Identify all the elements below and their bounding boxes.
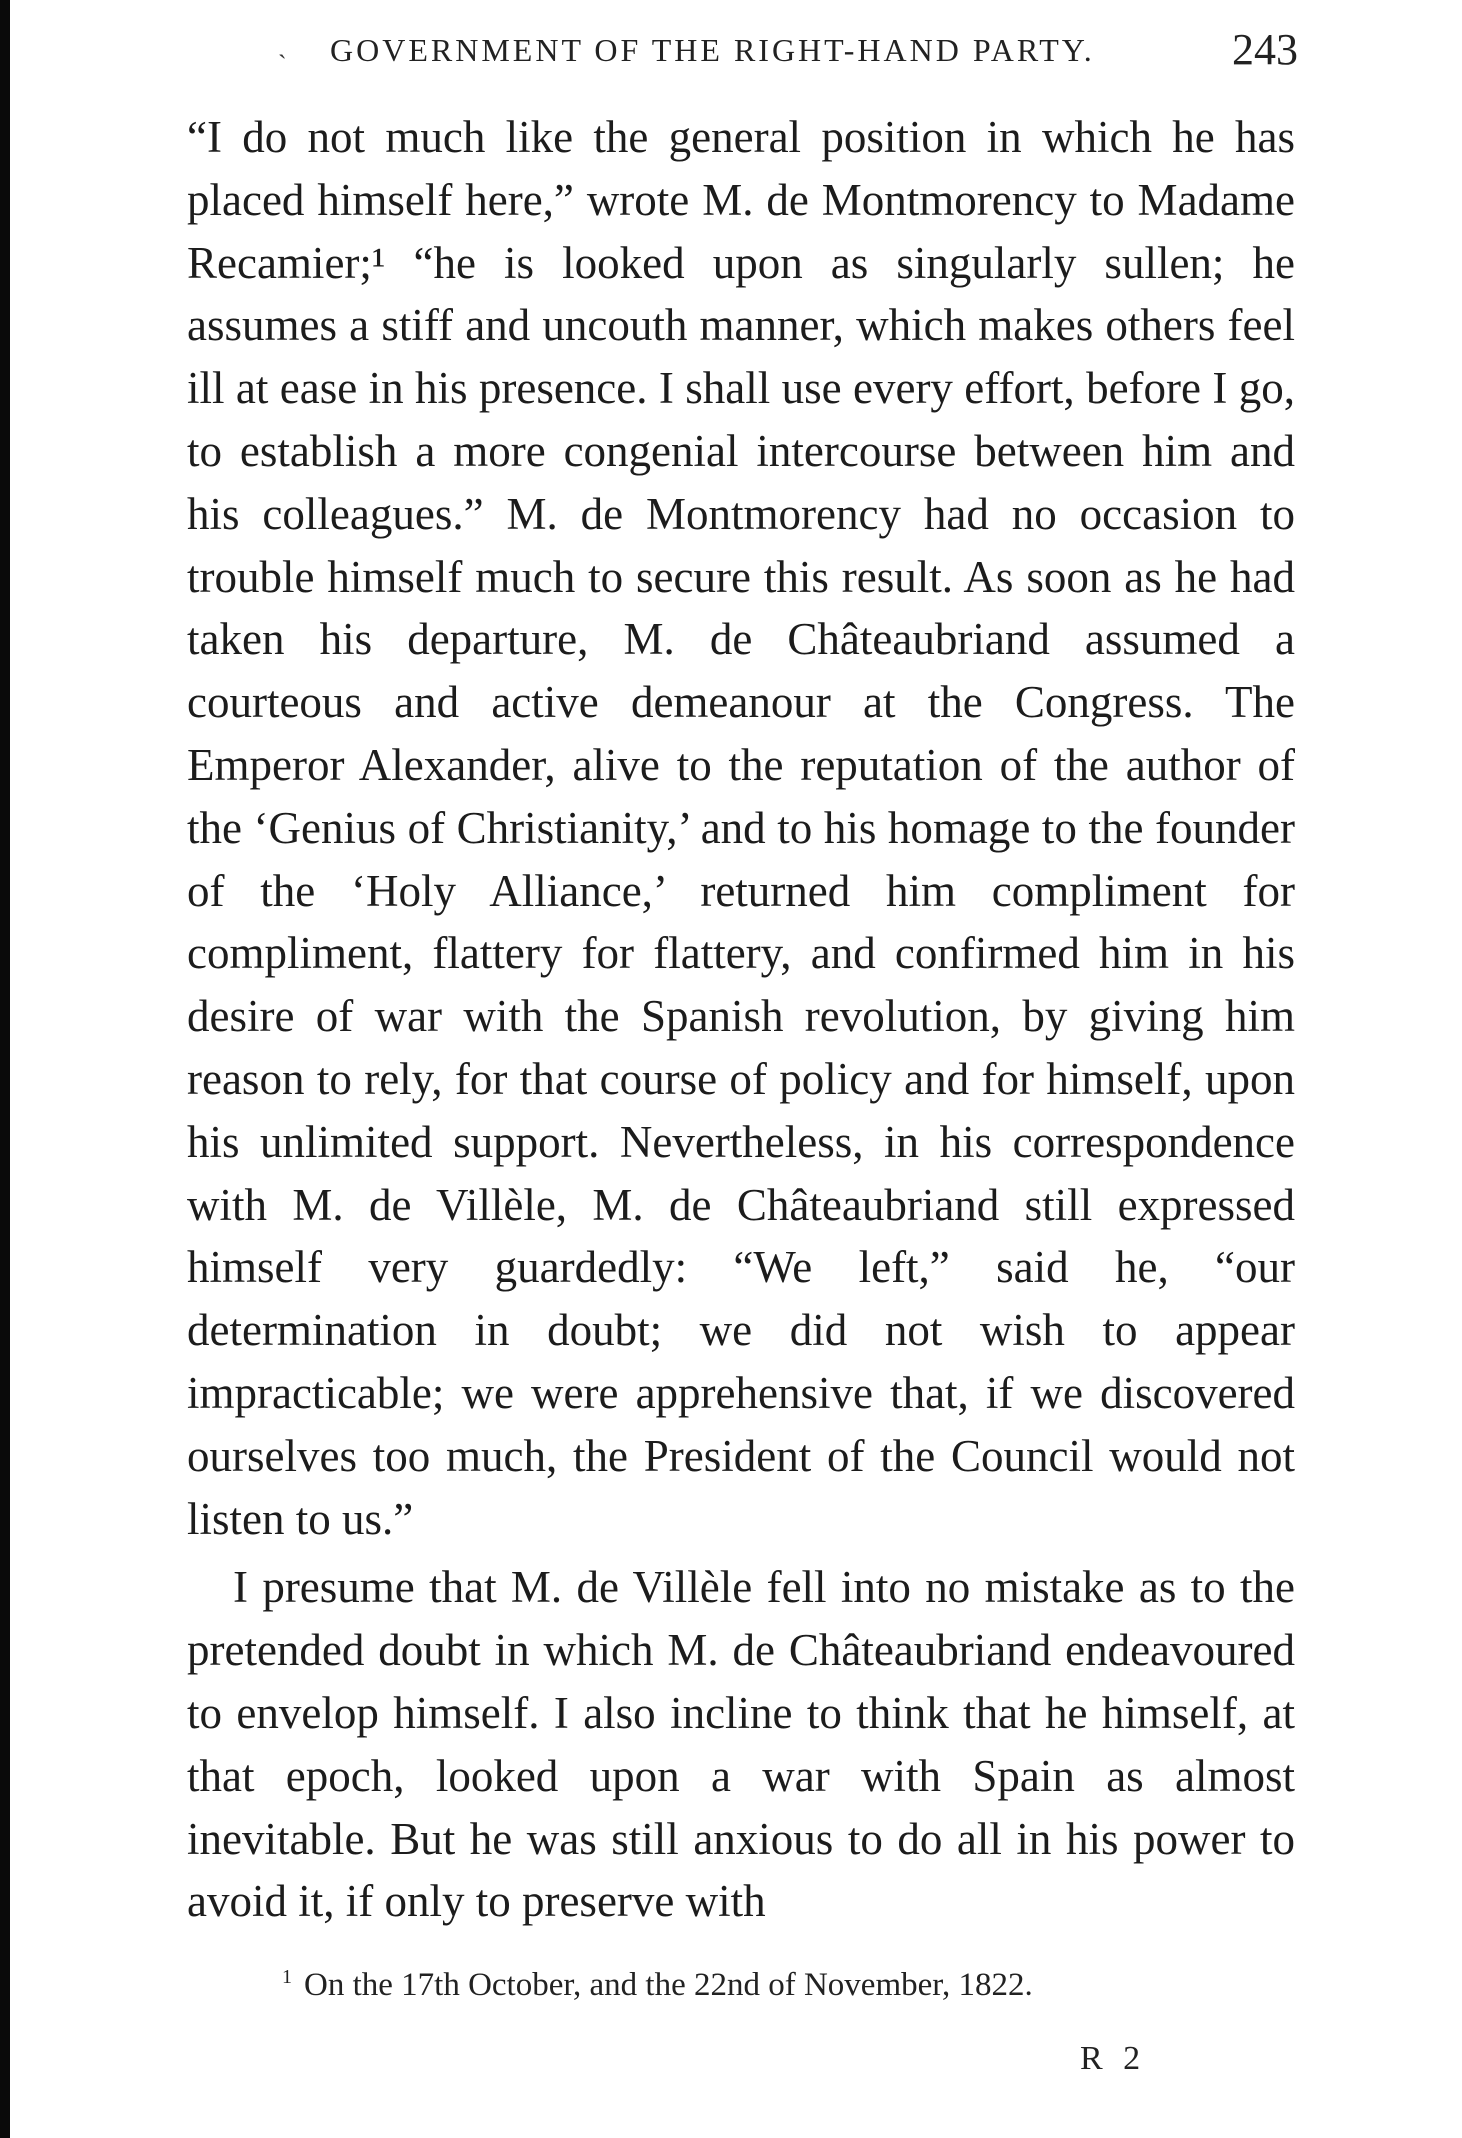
footnote — [282, 1966, 1033, 2004]
tick-mark: ˏ — [278, 30, 287, 60]
scan-edge — [0, 0, 10, 2138]
paragraph-1: “I do not much like the general position in which he has placed himself here,” wrote M. de Montmorency to Madame Recamier;¹ “he is looked upon as singularly sullen; he assumes a stiff and uncouth manner, which makes others feel ill at ease in his presence. I shall use every effort, before I go, to establish a more congenial intercourse between him and his colleagues.” M. de Montmorency had no occasion to trouble himself much to secure this result. As soon as he had taken his departure, M. de Châteaubriand assumed a courteous and active demeanour at the Congress. The Emperor Alexander, alive to the reputation of the author of the ‘Genius of Christianity,’ and to his homage to the founder of the ‘Holy Alliance,’ returned him compliment for compliment, flattery for flattery, and confirmed him in his desire of war with the Spanish revolution, by giving him reason to rely, for that course of policy and for himself, upon his unlimited support. Nevertheless, in his correspondence with M. de Villèle, M. de Châteaubriand still expressed himself very guardedly: “We left,” said he, “our determination in doubt; we did not wish to appear impracticable; we were apprehensive that, if we discovered ourselves too much, the President of the Council would not listen to us.” — [187, 112, 1295, 1544]
footnote-text: On the 17th October, and the 22nd of November, 1822. — [304, 1967, 1033, 2003]
signature-mark: R 2 — [1080, 2040, 1147, 2077]
body-text — [187, 106, 1295, 1933]
footnote-marker: 1 — [282, 1966, 292, 1988]
page-header — [180, 22, 1300, 92]
running-head: GOVERNMENT OF THE RIGHT-HAND PARTY. — [330, 32, 1095, 68]
page-number: 243 — [1232, 25, 1298, 74]
paragraph-2: I presume that M. de Villèle fell into no mistake as to the pretended doubt in which M. de Châteaubriand endeavoured to envelop himself. I also incline to think that he himself, at that epoch, looked upon a war with Spain as almost inevitable. But he was still anxious to do all in his power to avoid it, if only to preserve with — [187, 1562, 1295, 1927]
